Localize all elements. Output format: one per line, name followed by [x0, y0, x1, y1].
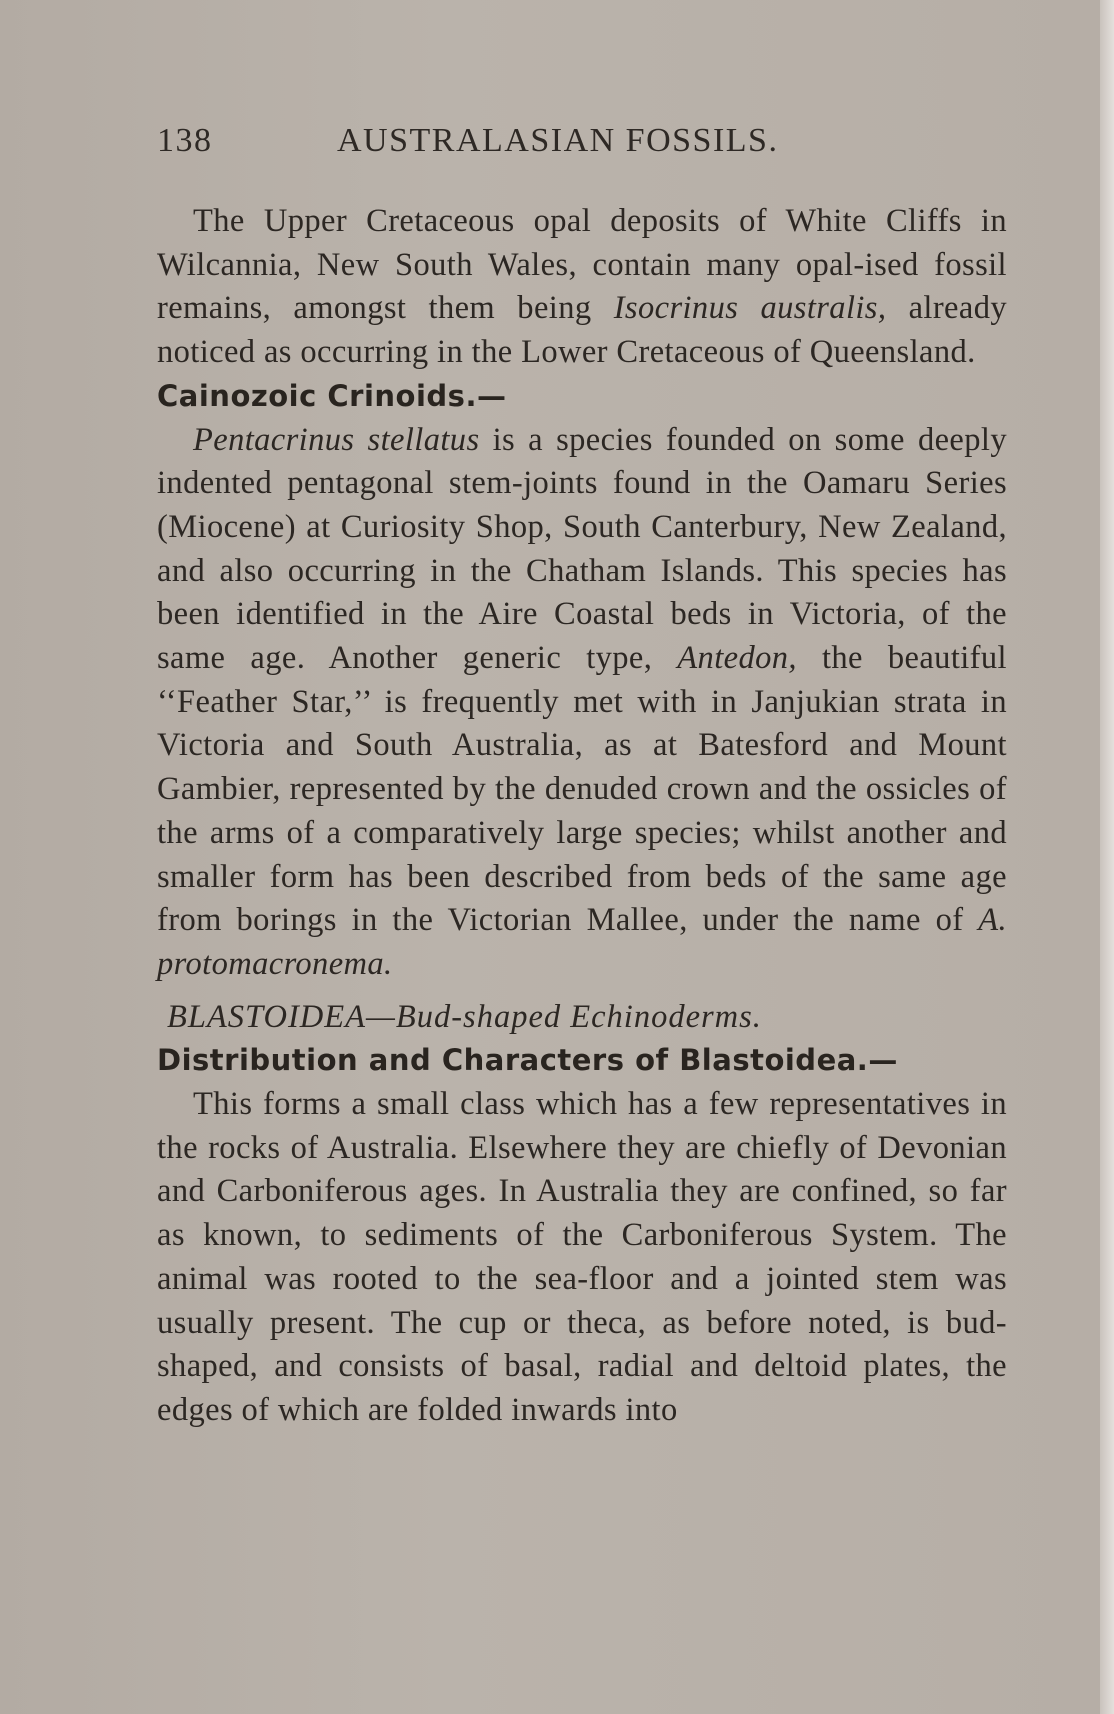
running-header	[157, 122, 1007, 168]
page-edge	[1100, 0, 1114, 1714]
paragraph-text: is a species founded on some deeply indented pentagonal stem-joints found in the Oamaru Series (Miocene) at Curiosity Shop, South Canterbury, New Zealand, and also occurring in the Chatham Islands. This species has been identified in the Aire Coastal beds in Victoria, of the same age. Another generic type,	[157, 421, 1007, 677]
paragraph-text: the beautiful ‘‘Feather Star,’’ is frequently met with in Janjukian strata in Victoria and South Australia, as at Batesford and Mount Gambier, represented by the denuded crown and the ossicles of the arms of a comparatively large species; whilst another and smaller form has been described from beds of the same age from borings in the Victorian Mallee, under the name of	[157, 640, 1007, 939]
paragraph-opal-deposits	[157, 200, 1007, 375]
species-name: A. protomacronema.	[157, 902, 1007, 982]
section-title-blastoidea: BLASTOIDEA—Bud-shaped Echinoderms.	[167, 998, 762, 1035]
species-name: Pentacrinus stellatus	[193, 421, 480, 458]
heading-cainozoic-crinoids: Cainozoic Crinoids.—	[157, 378, 507, 413]
running-title: AUSTRALASIAN FOSSILS.	[337, 122, 779, 159]
page-body	[157, 200, 1007, 1433]
paragraph-text: The Upper Cretaceous opal deposits of White Cliffs in Wilcannia, New South Wales, contain many opal-ised fossil remains, amongst them being	[157, 203, 1007, 327]
paragraph-blastoidea: This forms a small class which has a few representatives in the rocks of Australia. Elsewhere they are chiefly of Devonian and Carboniferous ages. In Australia they are confined, so far as known, to sediments of the Carboniferous System. The animal was rooted to the sea-floor and a jointed stem was usually present. The cup or theca, as before noted, is bud-shaped, and consists of basal, radial and deltoid plates, the edges of which are folded inwards into	[157, 1086, 1007, 1428]
paragraph-cainozoic-crinoids	[157, 419, 1007, 987]
species-name: Isocrinus australis,	[613, 290, 887, 327]
paragraph-text: already noticed as occurring in the Lower Cretaceous of Queensland.	[157, 290, 1007, 371]
page-number: 138	[157, 122, 213, 159]
spacer	[157, 987, 1007, 996]
heading-distribution-blastoidea: Distribution and Characters of Blastoidea.—	[157, 1043, 898, 1078]
genus-name: Antedon,	[677, 640, 797, 677]
